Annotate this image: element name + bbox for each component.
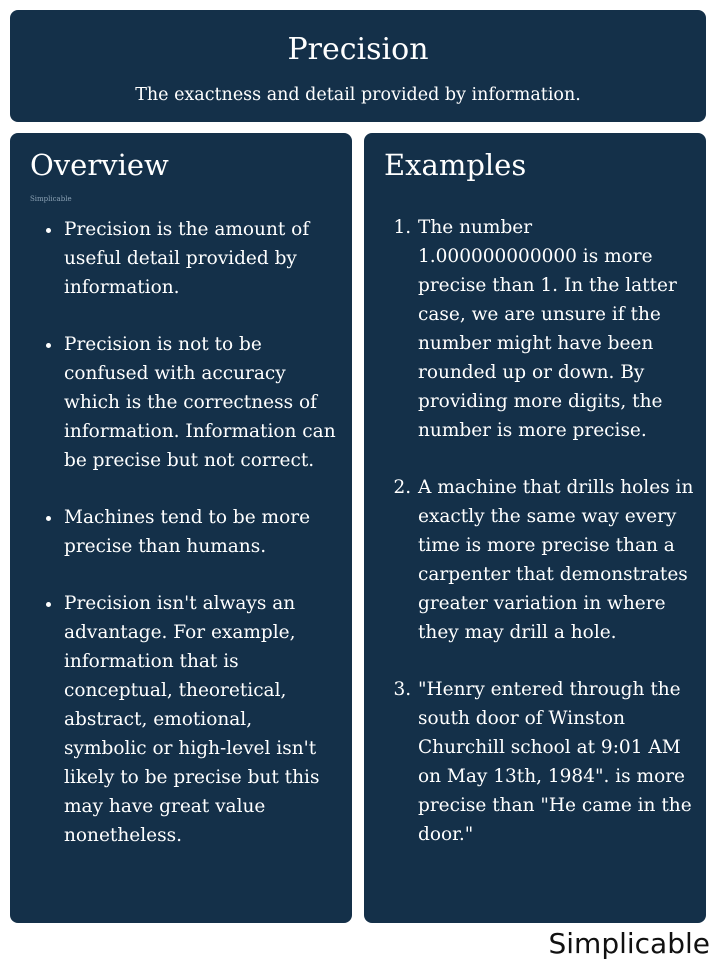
overview-item: • Precision is not to be confused with accuracy which is the correctness of information. Information can be precise but not correct. bbox=[63, 330, 339, 475]
overview-panel bbox=[10, 133, 352, 923]
example-item: 2. A machine that drills holes in exactly the same way every time is more precise than a carpenter that demonstrates greater variation in where they may drill a hole. bbox=[417, 473, 695, 647]
overview-list bbox=[63, 215, 339, 850]
overview-item: • Precision isn't always an advantage. For example, information that is conceptual, theoretical, abstract, emotional, symbolic or high-level isn't likely to be precise but this may have great value nonetheless. bbox=[63, 589, 339, 850]
example-item: 3. "Henry entered through the south door of Winston Churchill school at 9:01 AM on May 13th, 1984". is more precise than "He came in the door." bbox=[417, 675, 695, 849]
examples-list bbox=[417, 213, 695, 849]
examples-heading: Examples bbox=[384, 148, 527, 182]
page-subtitle: The exactness and detail provided by information. bbox=[135, 85, 581, 105]
overview-item: • Machines tend to be more precise than humans. bbox=[63, 503, 339, 561]
page-title: Precision bbox=[287, 32, 429, 67]
overview-heading: Overview bbox=[30, 148, 169, 182]
examples-panel bbox=[364, 133, 706, 923]
example-item: 1. The number 1.000000000000 is more precise than 1. In the latter case, we are unsure if the number might have been rounded up or down. By providing more digits, the number is more precise. bbox=[417, 213, 695, 445]
overview-item: • Precision is the amount of useful detail provided by information. bbox=[63, 215, 339, 302]
brand-logo: Simplicable bbox=[548, 927, 710, 960]
header-panel bbox=[10, 10, 706, 122]
watermark: Simplicable bbox=[30, 195, 72, 203]
